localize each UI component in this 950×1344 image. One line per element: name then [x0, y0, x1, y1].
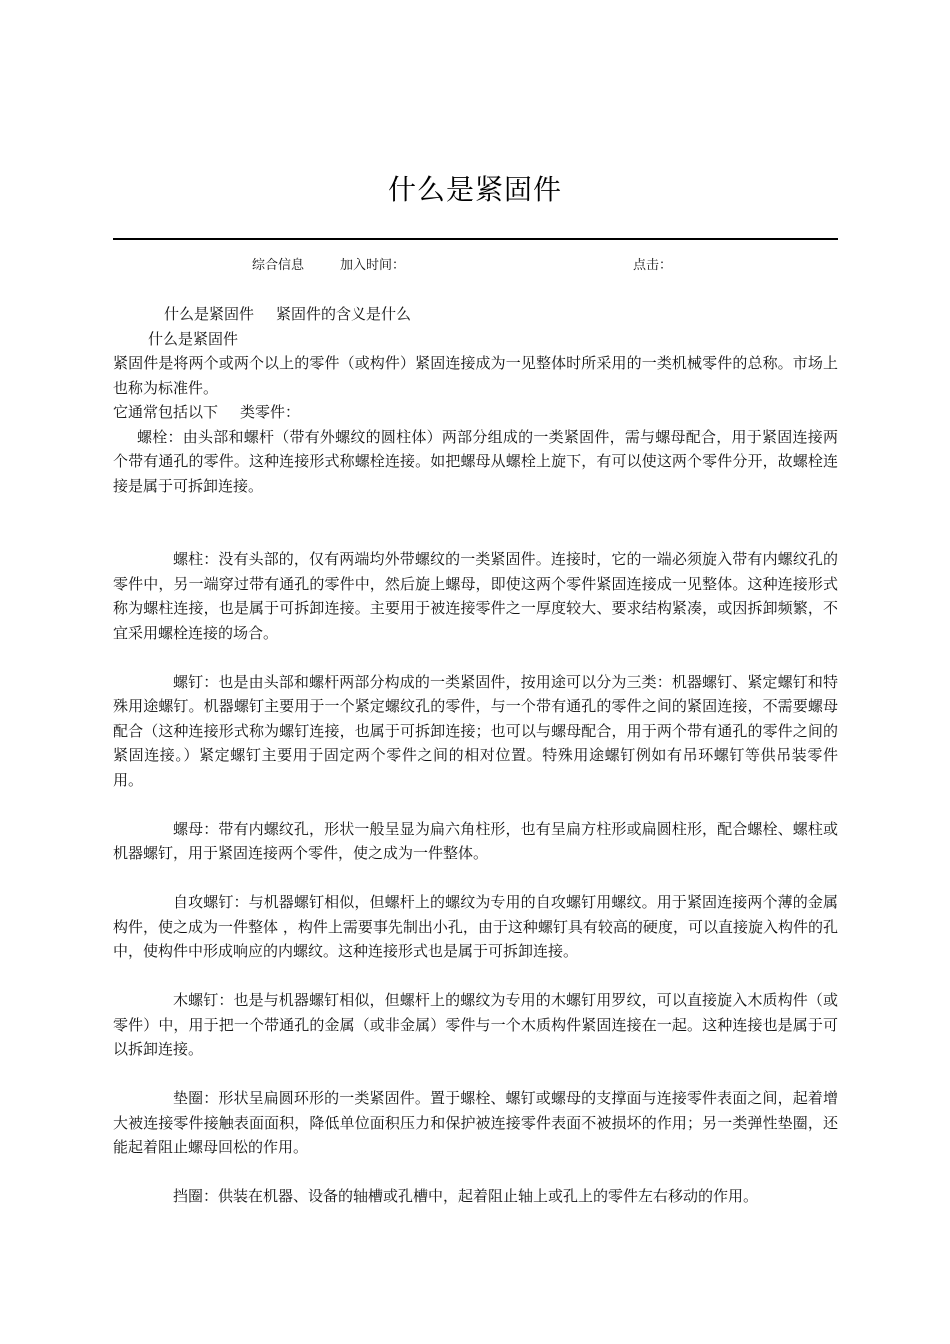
- intro-heading-line: [113, 302, 838, 327]
- section-stud: 螺柱：没有头部的，仅有两端均外带螺纹的一类紧固件。连接时，它的一端必须旋入带有内螺纹孔的零件中，另一端穿过带有通孔的零件中，然后旋上螺母，即使这两个零件紧固连接成一见整体。这种连接形式称为螺柱连接，也是属于可拆卸连接。主要用于被连接零件之一厚度较大、要求结构紧凑，或因拆卸频繁，不宜采用螺栓连接的场合。: [113, 550, 838, 642]
- page-title: 什么是紧固件: [387, 173, 562, 206]
- section-nut: 螺母：带有内螺纹孔，形状一般呈显为扁六角柱形，也有呈扁方柱形或扁圆柱形，配合螺栓、螺柱或机器螺钉，用于紧固连接两个零件，使之成为一件整体。: [113, 819, 838, 862]
- section-retaining-ring: 挡圈：供装在机器、设备的轴槽或孔槽中，起着阻止轴上或孔上的零件左右移动的作用。: [173, 1187, 759, 1205]
- section-washer: 垫圈：形状呈扁圆环形的一类紧固件。置于螺栓、螺钉或螺母的支撑面与连接零件表面之间，起着增大被连接零件接触表面面积，降低单位面积压力和保护被连接零件表面不被损坏的作用；另一类弹性垫圈，还能起着阻止螺母回松的作用。: [113, 1089, 838, 1156]
- article-body: [113, 302, 838, 1209]
- categories-line: [113, 400, 838, 425]
- intro-heading-a: 什么是紧固件: [164, 305, 255, 323]
- definition-paragraph: 紧固件是将两个或两个以上的零件（或构件）紧固连接成为一见整体时所采用的一类机械零件的总称。市场上也称为标准件。: [113, 354, 838, 397]
- section-wood-screw: 木螺钉：也是与机器螺钉相似，但螺杆上的螺纹为专用的木螺钉用罗纹，可以直接旋入木质构件（或零件）中，用于把一个带通孔的金属（或非金属）零件与一个木质构件紧固连接在一起。这种连接也是属于可以拆卸连接。: [113, 991, 838, 1058]
- section-bolt: 螺栓：由头部和螺杆（带有外螺纹的圆柱体）两部分组成的一类紧固件，需与螺母配合，用于紧固连接两个带有通孔的零件。这种连接形式称螺栓连接。如把螺母从螺栓上旋下，有可以使这两个零件分开，故螺栓连接是属于可拆卸连接。: [113, 427, 838, 495]
- categories-text-a: 它通常包括以下: [113, 403, 219, 421]
- meta-added-time-label: 加入时间：: [340, 258, 406, 273]
- intro-heading-b: 紧固件的含义是什么: [276, 305, 412, 323]
- section-tapping-screw: 自攻螺钉：与机器螺钉相似，但螺杆上的螺纹为专用的自攻螺钉用螺纹。用于紧固连接两个薄的金属构件，使之成为一件整体 ，构件上需要事先制出小孔，由于这种螺钉具有较高的硬度，可以直接旋入构件的孔中，使构件中形成响应的内螺纹。这种连接形式也是属于可拆卸连接。: [113, 893, 838, 960]
- meta-category: 综合信息: [252, 258, 305, 273]
- meta-clicks-label: 点击：: [633, 258, 673, 273]
- title-divider: [113, 238, 838, 240]
- intro-subheading: 什么是紧固件: [148, 329, 239, 348]
- categories-text-b: 类零件：: [240, 403, 301, 421]
- section-screw: 螺钉：也是由头部和螺杆两部分构成的一类紧固件，按用途可以分为三类：机器螺钉、紧定螺钉和特殊用途螺钉。机器螺钉主要用于一个紧定螺纹孔的零件，与一个带有通孔的零件之间的紧固连接，不需要螺母配合（这种连接形式称为螺钉连接，也属于可拆卸连接；也可以与螺母配合，用于两个带有通孔的零件之间的紧固连接。）紧定螺钉主要用于固定两个零件之间的相对位置。特殊用途螺钉例如有吊环螺钉等供吊装零件用。: [113, 672, 838, 789]
